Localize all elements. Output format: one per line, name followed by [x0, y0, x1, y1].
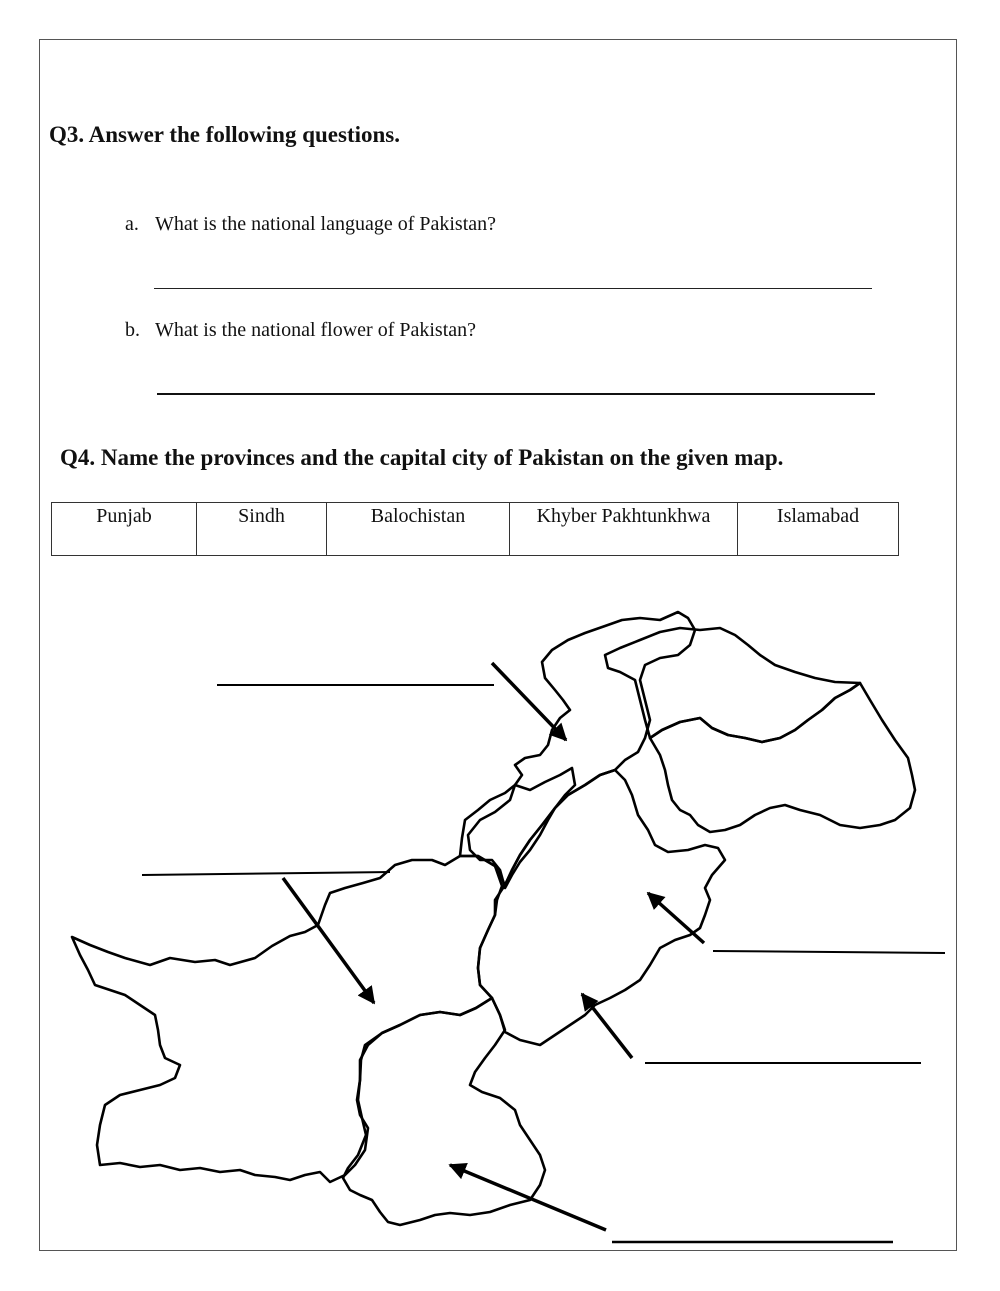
map-arrow-3 — [648, 893, 704, 943]
map-answer-line-2[interactable] — [142, 872, 390, 875]
question-b-text: What is the national flower of Pakistan? — [155, 319, 477, 341]
q3-heading: Q3. Answer the following questions. — [49, 122, 401, 147]
map-region-kashmir — [650, 683, 915, 832]
word-bank-cell: Sindh — [197, 503, 327, 556]
map-arrow-5 — [450, 1165, 606, 1230]
map-arrow-4 — [582, 994, 632, 1058]
map-region-gilgit-baltistan — [605, 628, 860, 742]
question-a-marker: a. — [125, 213, 139, 235]
map-arrow-1 — [492, 663, 566, 740]
word-bank-cell: Khyber Pakhtunkhwa — [510, 503, 738, 556]
q4-heading: Q4. Name the provinces and the capital city of Pakistan on the given map. — [60, 445, 784, 470]
word-bank-cell: Punjab — [52, 503, 197, 556]
word-bank-cell: Islamabad — [738, 503, 899, 556]
question-a-text: What is the national language of Pakistan? — [155, 213, 497, 235]
question-b-marker: b. — [125, 319, 140, 341]
map-region-khyber-pakhtunkhwa — [460, 612, 695, 885]
map-region-balochistan — [72, 856, 502, 1182]
map-answer-line-3[interactable] — [713, 951, 945, 953]
map-region-tribal-areas — [468, 768, 575, 888]
word-bank-cell: Balochistan — [327, 503, 510, 556]
map-region-punjab — [478, 770, 725, 1045]
